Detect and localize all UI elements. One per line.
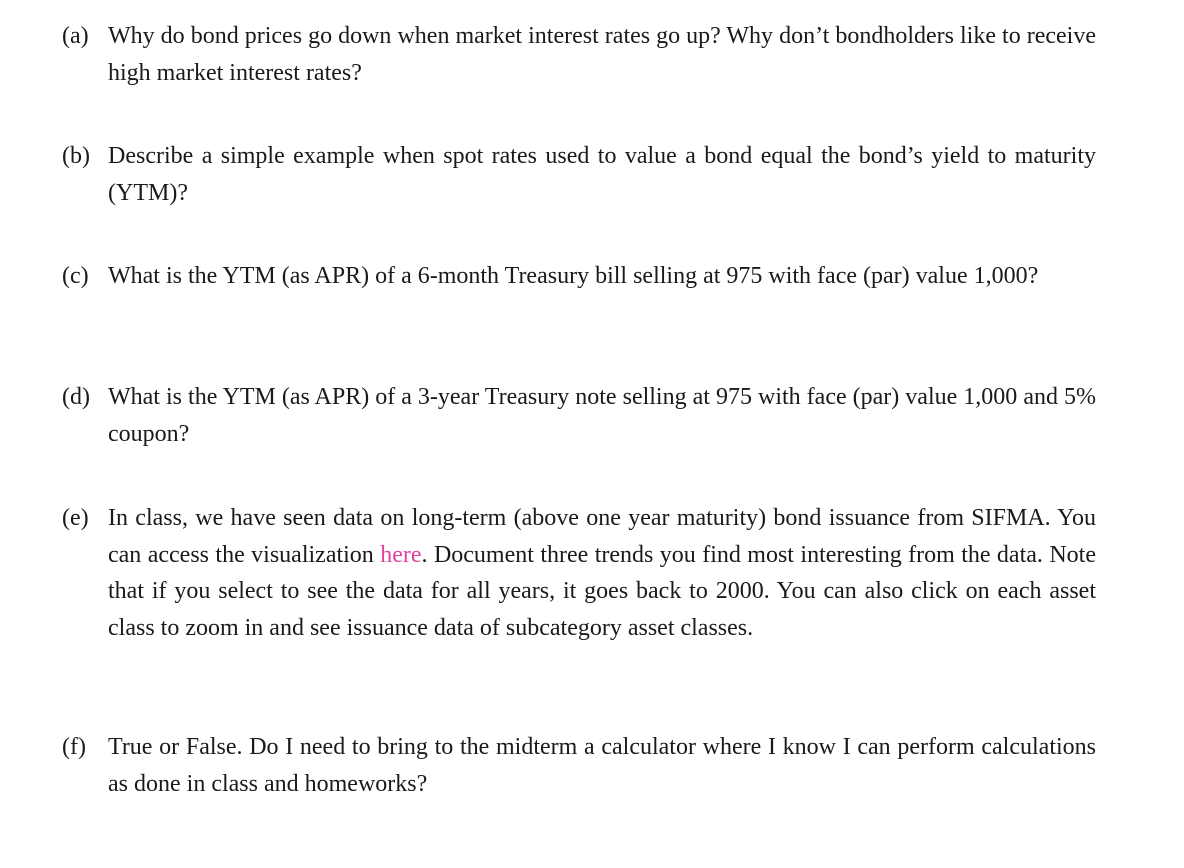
question-e-text-before: In class, we have seen data on long-term (above one year maturity) bond issuance from SIFMA. You can access the visualization [108,505,1096,568]
question-c [62,258,1096,295]
question-d [62,379,1096,452]
question-f [62,729,1096,802]
question-b [62,138,1096,211]
question-d-label: (d) [62,384,90,410]
question-c-text: What is the YTM (as APR) of a 6-month Treasury bill selling at 975 with face (par) value 1,000? [108,263,1039,289]
question-d-text: What is the YTM (as APR) of a 3-year Treasury note selling at 975 with face (par) value 1,000 and 5% coupon? [108,384,1096,447]
question-e-text [108,500,1096,646]
question-f-text: True or False. Do I need to bring to the midterm a calculator where I know I can perform calculations as done in class and homeworks? [108,734,1096,797]
question-c-label: (c) [62,263,89,289]
question-e-text-after: . Document three trends you find most interesting from the data. Note that if you select to see the data for all years, it goes back to 2000. You can also click on each asset class to zoom in and see issuance data of subcategory asset classes. [108,541,1096,641]
sifma-visualization-link[interactable]: here [380,541,422,568]
question-b-label: (b) [62,143,90,169]
question-a-text: Why do bond prices go down when market interest rates go up? Why don’t bondholders like to receive high market interest rates? [108,23,1096,86]
question-f-label: (f) [62,734,86,760]
question-a [62,18,1096,91]
question-e [62,500,1096,646]
question-e-label: (e) [62,505,89,531]
question-b-text: Describe a simple example when spot rates used to value a bond equal the bond’s yield to maturity (YTM)? [108,143,1096,206]
question-a-label: (a) [62,23,89,49]
